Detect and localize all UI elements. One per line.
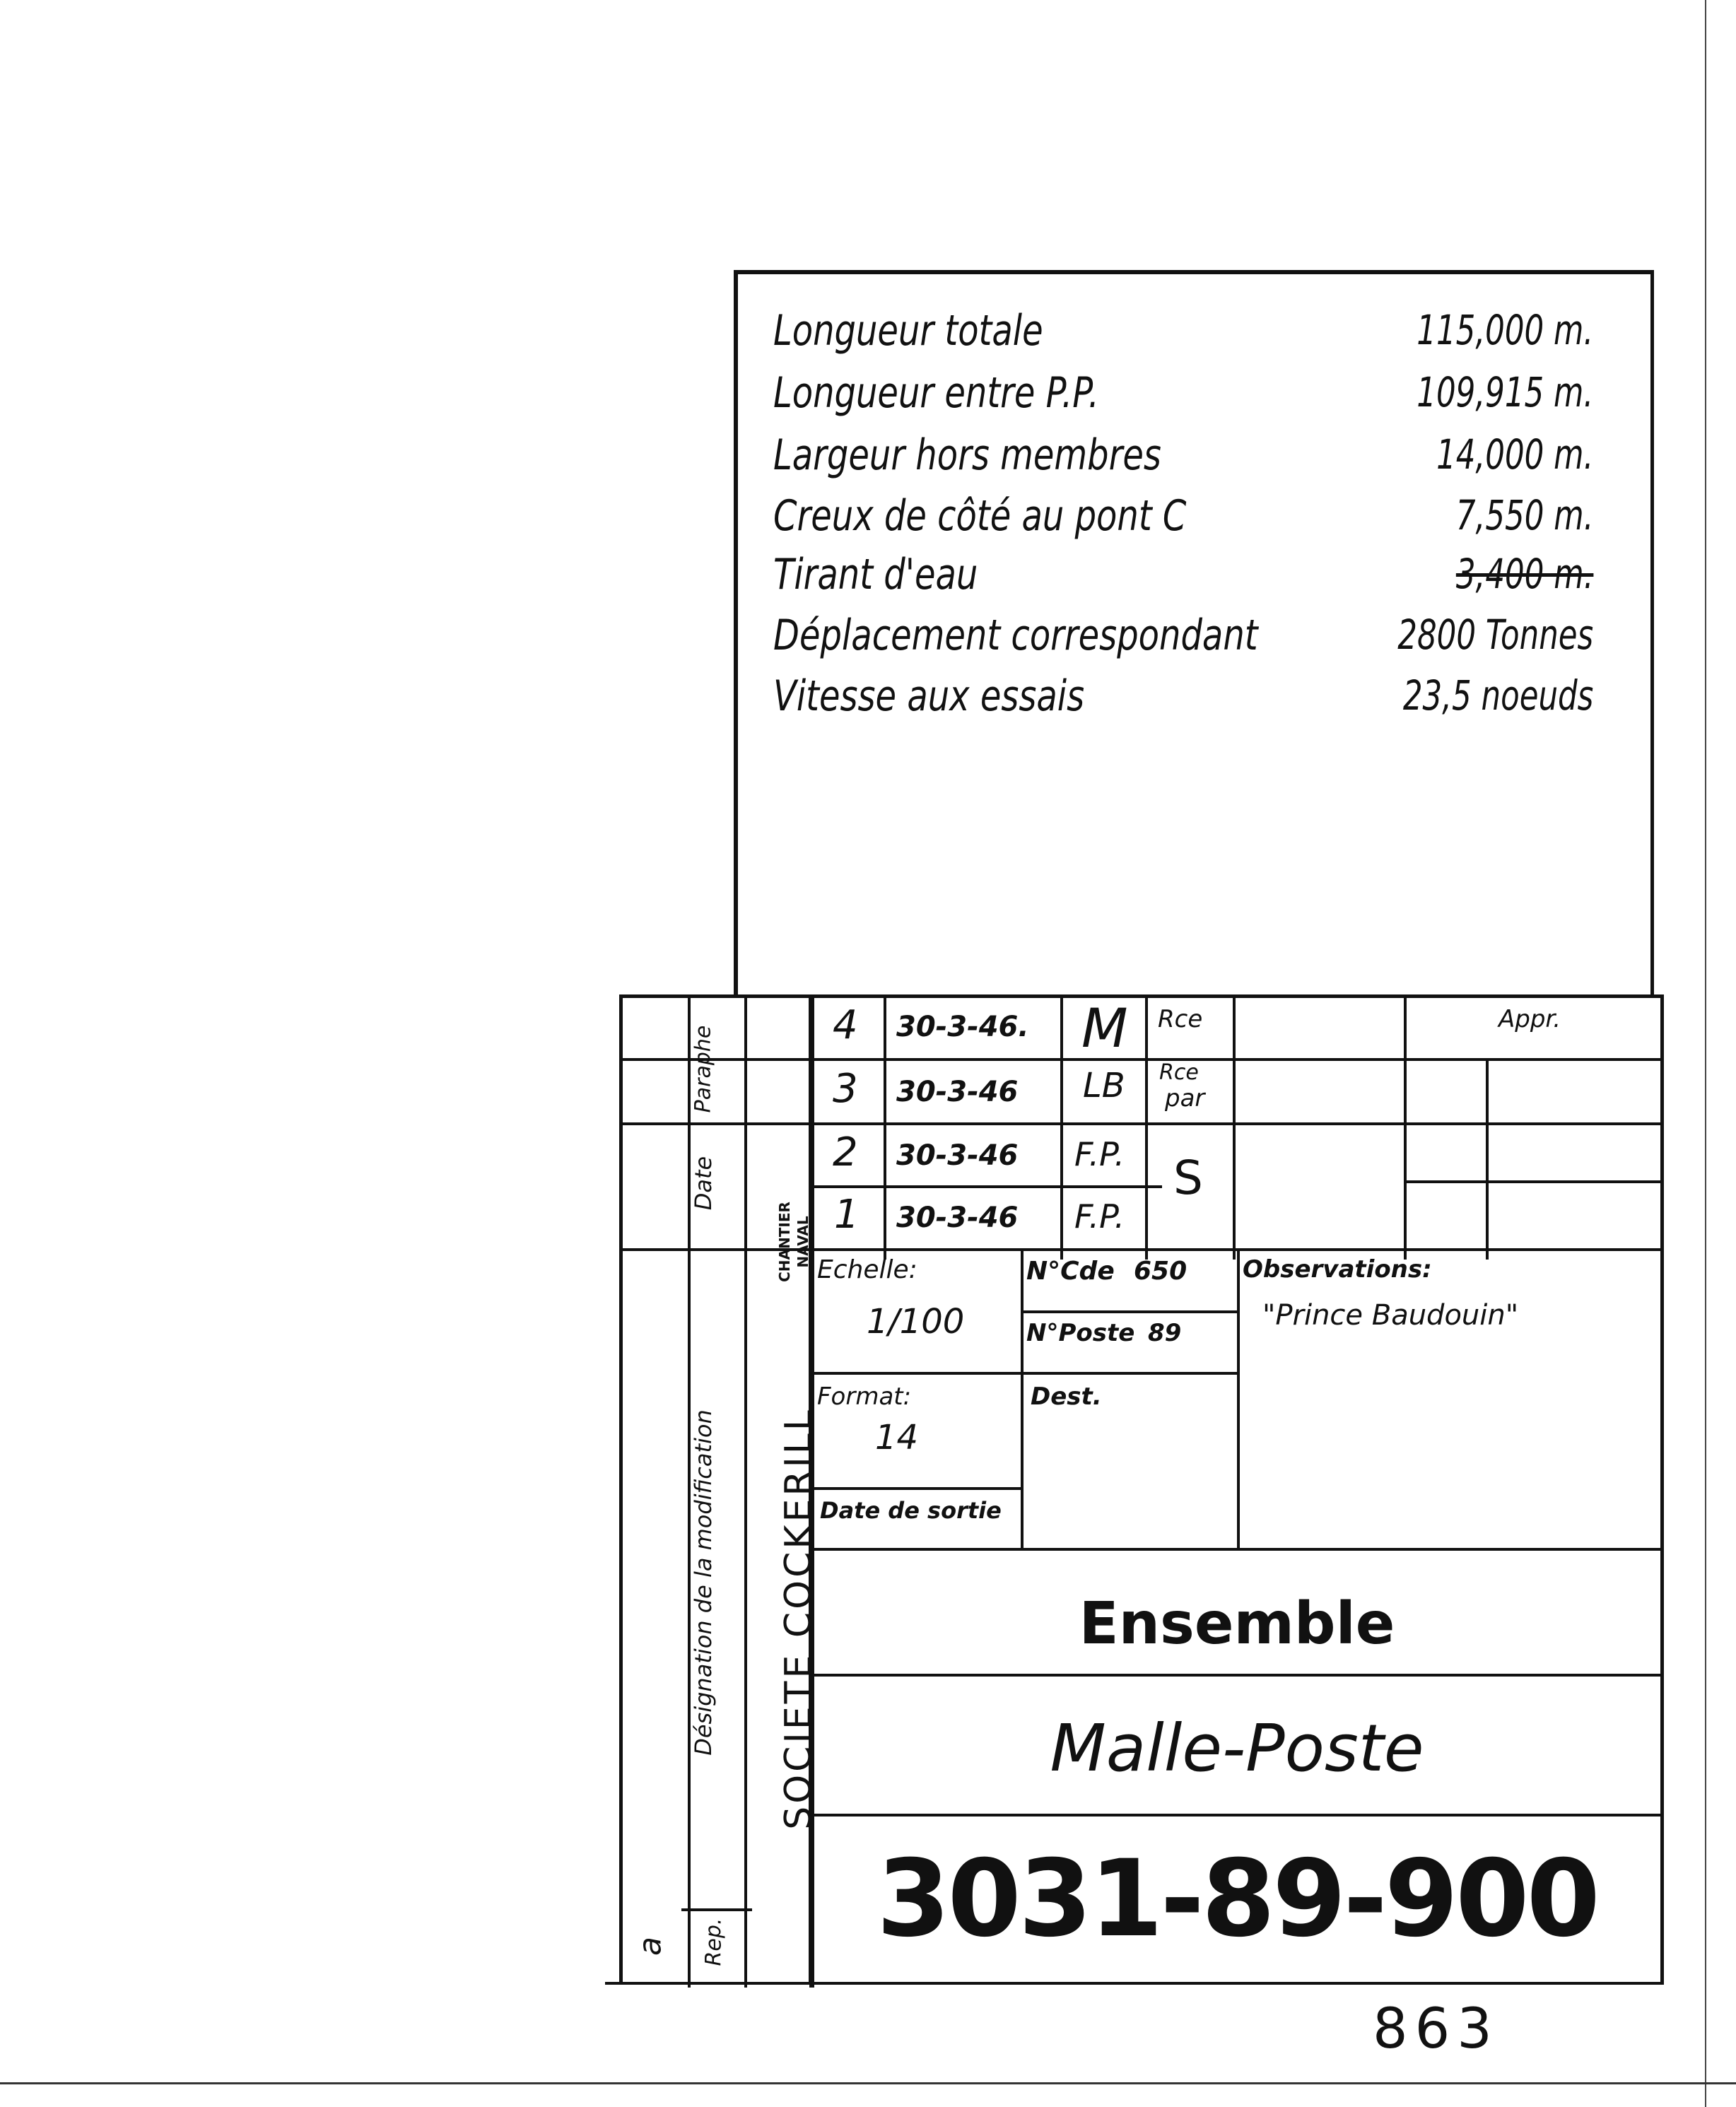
revision-divider [1060, 994, 1063, 1260]
spec-value: 2800 Tonnes [1397, 611, 1593, 659]
observations-value: "Prince Baudouin" [1262, 1299, 1519, 1332]
spec-row [773, 491, 1593, 548]
title-block [619, 994, 1664, 1984]
info-divider [809, 1487, 1021, 1490]
row-divider [1404, 1180, 1661, 1183]
date-label: Date [690, 1156, 717, 1211]
naval-label: NAVAL [794, 1216, 811, 1268]
page-number: 863 [1373, 1997, 1499, 2061]
spec-label: Déplacement correspondant [773, 611, 1258, 660]
revision-date: 30-3-46 [896, 1139, 1019, 1172]
date-sortie-label: Date de sortie [820, 1497, 1002, 1524]
spec-row [773, 368, 1593, 425]
revision-initials: F.P. [1074, 1197, 1125, 1236]
spec-value: 115,000 m. [1417, 306, 1593, 354]
rce-label: Rce [1158, 1005, 1203, 1033]
page-edge-right [1705, 0, 1706, 2107]
revision-number: 3 [833, 1066, 858, 1112]
dest-label: Dest. [1031, 1383, 1102, 1411]
title-divider [809, 1674, 1664, 1677]
spec-label: Creux de côté au pont C [773, 491, 1187, 541]
page-edge-bottom [0, 2082, 1736, 2084]
revision-divider [1145, 994, 1148, 1260]
revision-date: 30-3-46 [896, 1076, 1019, 1108]
revision-number: 4 [833, 1002, 858, 1048]
rep-label: Rep. [701, 1918, 727, 1966]
spec-value: 14,000 m. [1436, 430, 1593, 479]
appr-label: Appr. [1499, 1005, 1561, 1033]
revision-number: 1 [834, 1192, 860, 1238]
row-divider [809, 1185, 1162, 1188]
revision-initials: LB [1083, 1066, 1125, 1105]
spec-label: Vitesse aux essais [773, 671, 1085, 721]
specifications-box [734, 270, 1654, 994]
spec-label: Largeur hors membres [773, 430, 1161, 480]
spec-label: Tirant d'eau [773, 550, 978, 599]
info-divider [809, 1548, 1664, 1551]
rep-value: a [632, 1937, 669, 1956]
spec-label: Longueur entre P.P. [773, 368, 1099, 418]
commande-value: 650 [1134, 1257, 1187, 1286]
info-divider [1021, 1310, 1237, 1313]
poste-value: 89 [1148, 1319, 1182, 1347]
info-divider [1237, 1248, 1240, 1549]
revision-initials: M [1081, 997, 1128, 1060]
chantier-label: CHANTIER [776, 1202, 793, 1282]
revision-initials: F.P. [1074, 1135, 1125, 1173]
spec-value: 23,5 noeuds [1402, 671, 1593, 720]
spec-label: Longueur totale [773, 306, 1043, 356]
spec-value: 7,550 m. [1455, 491, 1593, 539]
format-value: 14 [875, 1418, 919, 1457]
ensemble-title: Ensemble [1079, 1590, 1395, 1657]
row-divider [622, 1058, 1661, 1061]
revision-divider [1486, 1060, 1489, 1260]
title-divider [809, 1814, 1664, 1817]
column-divider [744, 998, 747, 1988]
spec-row [773, 671, 1593, 728]
info-divider [1021, 1248, 1024, 1549]
revision-divider [1233, 994, 1236, 1260]
spec-value: 3,400 m. [1455, 550, 1593, 598]
spec-value: 109,915 m. [1417, 368, 1593, 416]
echelle-label: Echelle: [817, 1255, 917, 1284]
spec-row [773, 306, 1593, 363]
spec-row [773, 550, 1593, 606]
format-label: Format: [817, 1383, 912, 1411]
revision-number: 2 [833, 1129, 858, 1175]
designation-label: Désignation de la modification [690, 1409, 717, 1756]
info-divider [809, 1372, 1237, 1375]
signature-s: S [1173, 1151, 1203, 1205]
subject-title: Malle-Poste [1050, 1710, 1424, 1786]
observations-label: Observations: [1243, 1255, 1432, 1284]
paraphe-label: Paraphe [691, 1025, 716, 1113]
drawing-number: 3031-89-900 [876, 1838, 1597, 1961]
rce-par-label: Rce [1159, 1060, 1199, 1085]
spec-row [773, 430, 1593, 487]
poste-label: N°Poste [1026, 1319, 1135, 1347]
row-divider [622, 1122, 1661, 1125]
spec-row [773, 611, 1593, 667]
commande-label: N°Cde [1026, 1257, 1115, 1286]
par-label: par [1165, 1084, 1205, 1113]
revision-divider [1404, 994, 1407, 1260]
revision-date: 30-3-46. [896, 1011, 1029, 1043]
bottom-border [605, 1982, 1664, 1985]
revision-divider [884, 994, 886, 1260]
company-name: SOCIETE COCKERILL [778, 1407, 820, 1830]
rep-divider [681, 1908, 752, 1911]
revision-date: 30-3-46 [896, 1202, 1019, 1234]
echelle-value: 1/100 [867, 1302, 965, 1342]
